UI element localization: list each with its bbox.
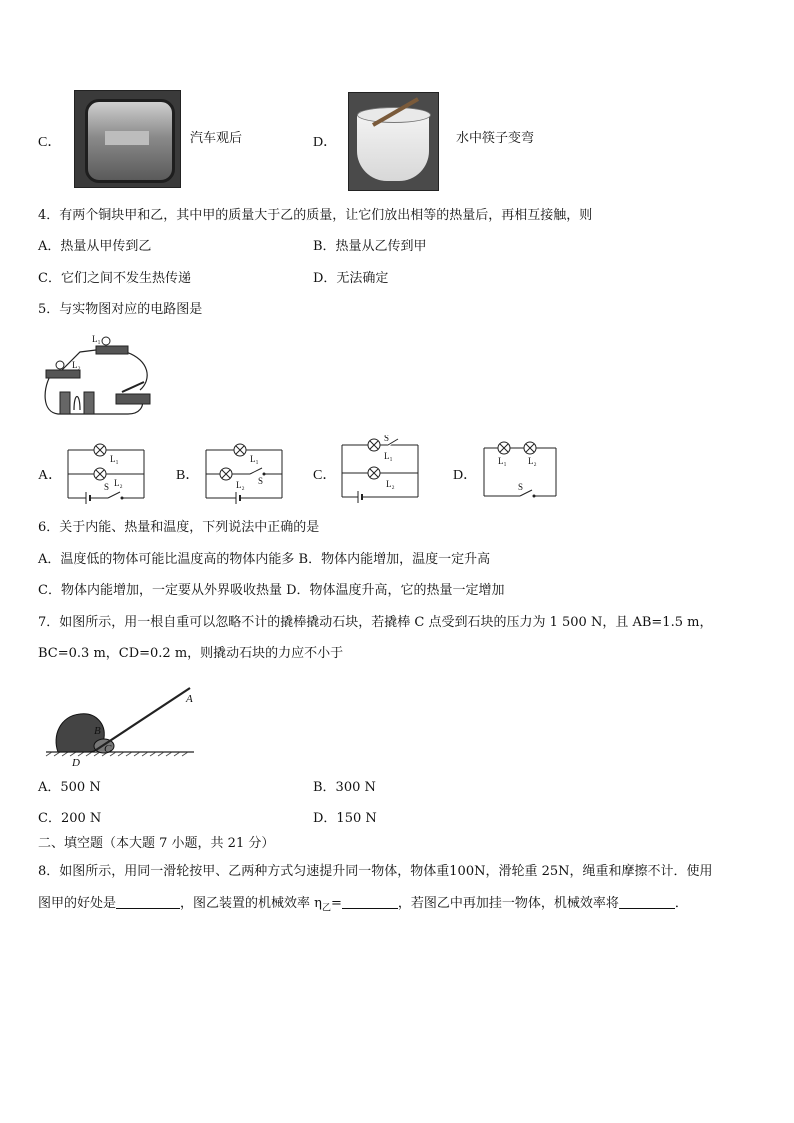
- q8-line2: [38, 896, 688, 917]
- q8-subscript: 乙: [321, 903, 331, 914]
- q5-stem: 5．与实物图对应的电路图是: [38, 302, 203, 317]
- photo-label-l1: L₁: [92, 334, 101, 344]
- photo-label-l2: L₂: [72, 360, 81, 370]
- q8-part4: ，若图乙中再加挂一物体，机械效率将: [397, 896, 619, 911]
- q4-option-d: D．无法确定: [313, 271, 389, 286]
- q5-option-b-letter: B．: [176, 468, 200, 483]
- q4-stem: 4．有两个铜块甲和乙，其中甲的质量大于乙的质量，让它们放出相等的热量后，再相互接触，则: [38, 208, 593, 223]
- circuit-a-label-l2: L₂: [114, 478, 123, 488]
- q8-blank-3[interactable]: [619, 896, 675, 909]
- q3-option-c-letter: C．: [38, 135, 62, 150]
- q8-part3: =: [330, 896, 342, 911]
- q7-lever-figure: [44, 680, 204, 768]
- q3-option-d-letter: D．: [313, 135, 338, 150]
- circuit-c-label-s: S: [384, 435, 390, 443]
- circuit-d-label-s: S: [518, 482, 524, 492]
- q4-option-b: B．热量从乙传到甲: [313, 239, 427, 254]
- rearview-mirror-photo: [74, 90, 181, 188]
- q8-blank-1[interactable]: [116, 896, 180, 909]
- q7-stem-line2: BC=0.3 m，CD=0.2 m，则撬动石块的力应不小于: [38, 646, 344, 661]
- q5-physical-circuit: [40, 330, 160, 422]
- q5-option-d-letter: D．: [453, 468, 478, 483]
- fig-label-a: A: [186, 693, 193, 705]
- q6-options-line1: A．温度低的物体可能比温度高的物体内能多 B．物体内能增加，温度一定升高: [38, 552, 491, 567]
- q3-option-d-caption: 水中筷子变弯: [456, 131, 535, 146]
- q5-circuit-a: [64, 438, 148, 504]
- circuit-d-label-l1: L₁: [498, 456, 507, 466]
- q8-part2: ，图乙装置的机械效率 η: [180, 896, 322, 911]
- q8-part1: 图甲的好处是: [38, 896, 117, 911]
- circuit-c-label-l2: L₂: [386, 479, 395, 489]
- q7-option-a: A．500 N: [38, 780, 101, 795]
- q4-option-c: C．它们之间不发生热传递: [38, 271, 191, 286]
- fig-label-d: D: [72, 757, 80, 768]
- fig-label-c: C: [104, 743, 112, 755]
- q5-circuit-d: [480, 438, 560, 502]
- q8-part5: ．: [674, 896, 688, 911]
- q3-option-c-caption: 汽车观后: [190, 131, 243, 146]
- q7-option-d: D．150 N: [313, 811, 377, 826]
- circuit-d-label-l2: L₂: [528, 456, 537, 466]
- circuit-c-label-l1: L₁: [384, 451, 393, 461]
- fig-label-b: B: [94, 725, 101, 737]
- q6-options-line2: C．物体内能增加，一定要从外界吸收热量 D．物体温度升高，它的热量一定增加: [38, 583, 505, 598]
- circuit-a-label-l1: L₁: [110, 454, 119, 464]
- circuit-b-label-l1: L₁: [250, 454, 259, 464]
- q5-circuit-b: [202, 438, 286, 504]
- q6-stem: 6．关于内能、热量和温度，下列说法中正确的是: [38, 520, 320, 535]
- q4-option-a: A．热量从甲传到乙: [38, 239, 152, 254]
- q7-option-c: C．200 N: [38, 811, 102, 826]
- q5-option-c-letter: C．: [313, 468, 337, 483]
- chopstick-in-water-photo: [348, 92, 439, 191]
- q8-blank-2[interactable]: [342, 896, 398, 909]
- q8-line1: 8．如图所示，用同一滑轮按甲、乙两种方式匀速提升同一物体，物体重100N，滑轮重 25N，绳重和摩擦不计．使用: [38, 864, 713, 879]
- q7-stem-line1: 7．如图所示，用一根自重可以忽略不计的撬棒撬动石块，若撬棒 C 点受到石块的压力为 1 500 N，且 AB=1.5 m，: [38, 615, 713, 630]
- section-heading: 二、填空题（本大题 7 小题，共 21 分）: [38, 836, 275, 851]
- q7-option-b: B．300 N: [313, 780, 376, 795]
- circuit-b-label-s: S: [258, 476, 264, 486]
- q5-circuit-c: [338, 435, 422, 503]
- circuit-b-label-l2: L₂: [236, 480, 245, 490]
- circuit-a-label-s: S: [104, 482, 110, 492]
- q5-option-a-letter: A．: [38, 468, 63, 483]
